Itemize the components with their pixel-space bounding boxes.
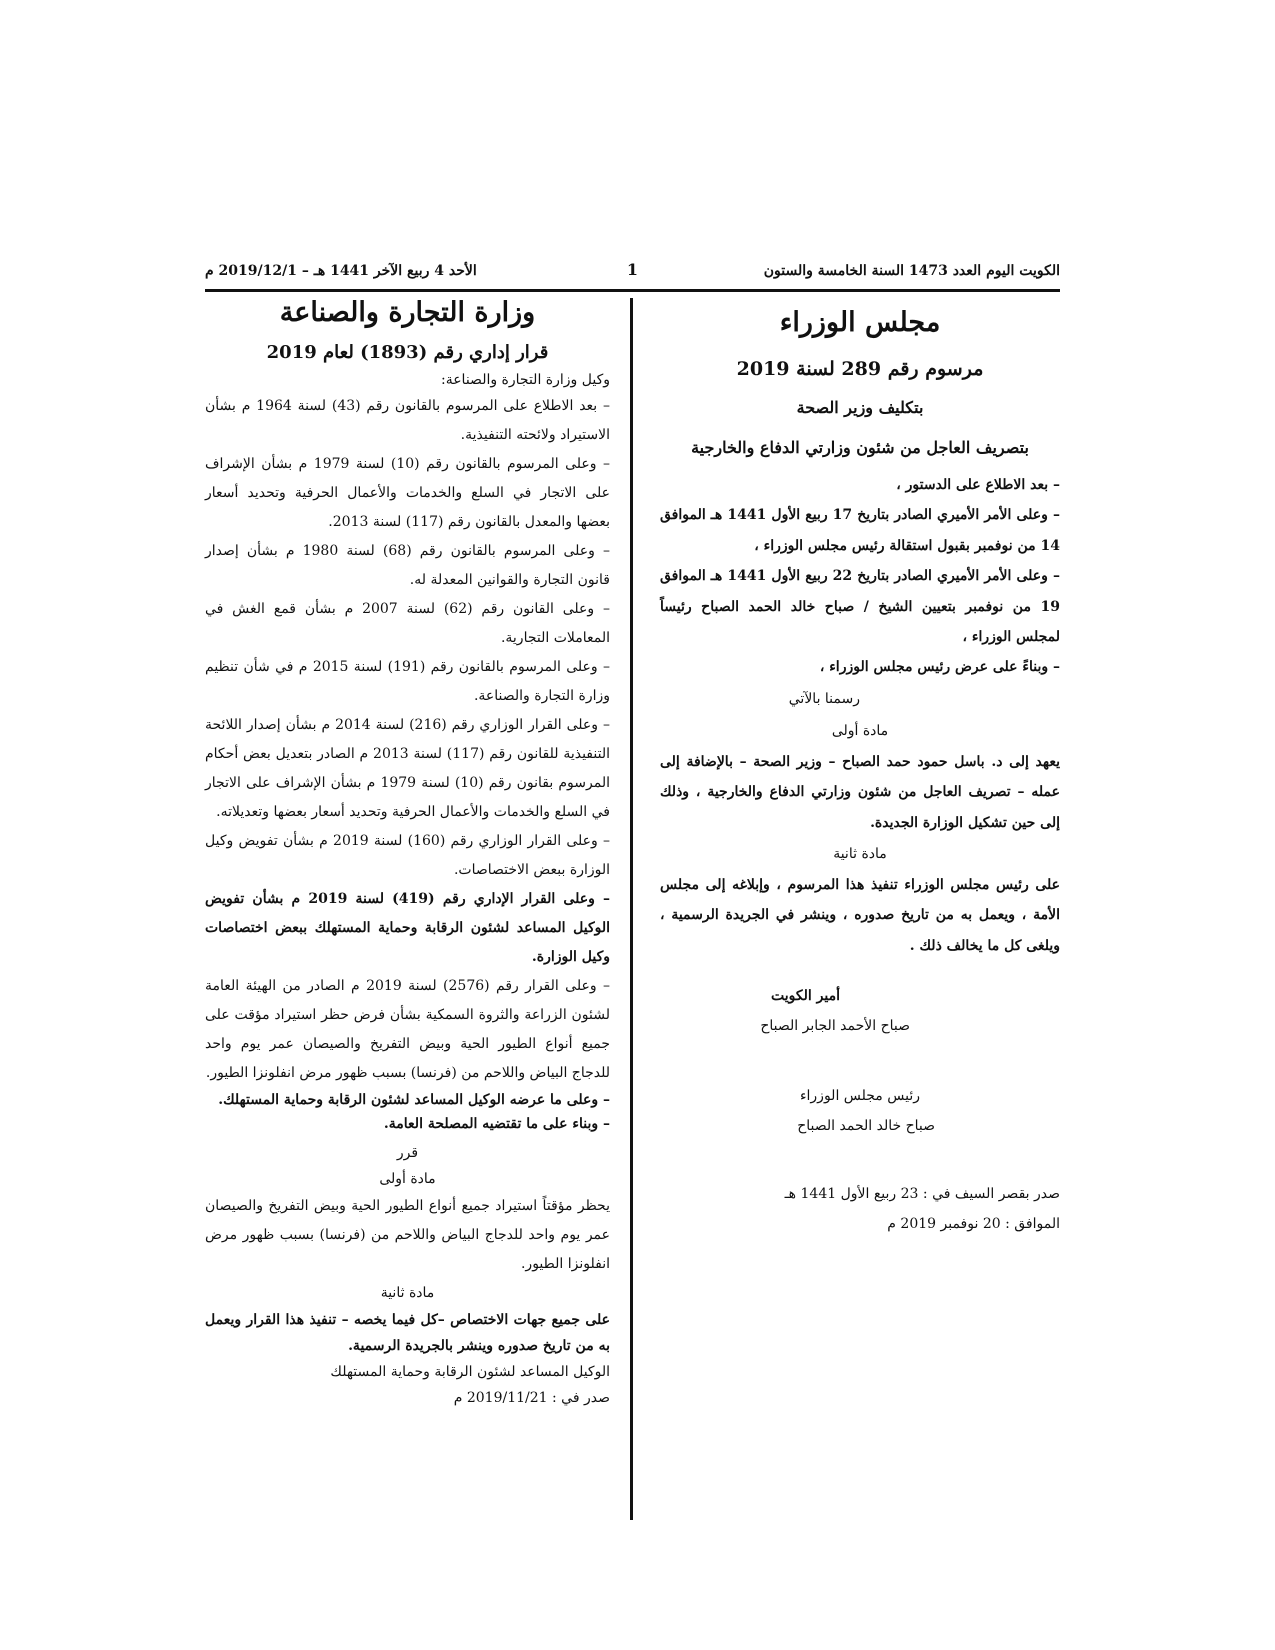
left-article-2-heading: مادة ثانية (380, 1285, 435, 1301)
preamble-item-6: – وعلى القرار الوزاري رقم (216) لسنة 2014 م بشأن إصدار اللائحة التنفيذية للقانون رقم (117) لسنة 2013 م الصادر بتعديل بعض أحكام المرسوم بقانون رقم (10) لسنة 1979 م بشأن الإشراف على الاتجار في السلع والخدمات والأعمال الحرفية وتحديد أسعار بعضها وتعديلاته. (205, 717, 610, 820)
preamble-item-8: – وعلى القرار الإداري رقم (419) لسنة 2019 م بشأن تفويض الوكيل المساعد لشئون الرقابة وحماية المستهلك ببعض اختصاصات وكيل الوزارة. (205, 891, 611, 965)
header-page-number: 1 (626, 260, 639, 279)
preamble-order-1: – وعلى الأمر الأميري الصادر بتاريخ 17 ربيع الأول 1441 هـ الموافق 14 من نوفمبر بقبول استقالة رئيس مجلس الوزراء ، (660, 507, 1060, 554)
left-article-1-text: يحظر مؤقتاً استيراد جميع أنواع الطيور الحية وبيض التفريخ والصيصان عمر يوم واحد للدجاج البياض واللاحم من (فرنسا) بسبب ظهور مرض انفلونزا الطيور. (205, 1198, 610, 1272)
left-article-2-text: على جميع جهات الاختصاص –كل فيما يخصه – تنفيذ هذا القرار ويعمل به من تاريخ صدوره وينشر بالجريدة الرسمية. (205, 1312, 610, 1354)
column-divider (630, 298, 633, 1520)
preamble-item-7: – وعلى القرار الوزاري رقم (160) لسنة 2019 م بشأن تفويض وكيل الوزارة ببعض الاختصاصات. (205, 833, 610, 878)
header-date: الأحد 4 ربيع الآخر 1441 هـ – 2019/12/1 م (205, 263, 477, 279)
preamble-item-9: – وعلى القرار رقم (2576) لسنة 2019 م الصادر من الهيئة العامة لشئون الزراعة والثروة السمكية بشأن فرض حظر استيراد مؤقت على جميع أنواع الطيور الحية وبيض التفريخ والصيصان عمر يوم واحد للدجاج البياض واللاحم من (فرنسا) بسبب ظهور مرض انفلونزا الطيور. (205, 978, 610, 1081)
page-header (205, 258, 1060, 288)
decree-subject-2: بتصريف العاجل من شئون وزارتي الدفاع والخارجية (691, 438, 1029, 457)
preamble-item-10: – وعلى ما عرضه الوكيل المساعد لشئون الرقابة وحماية المستهلك. (218, 1092, 610, 1108)
council-of-ministers-column (660, 298, 1060, 1239)
article-1-heading: مادة أولى (831, 722, 889, 739)
article-2-text: على رئيس مجلس الوزراء تنفيذ هذا المرسوم ، وإبلاغه إلى مجلس الأمة ، ويعمل به من تاريخ صدوره ، وينشر في الجريدة الرسمية ، ويلغى كل ما يخالف ذلك . (660, 877, 1060, 954)
signer-title: الوكيل المساعد لشئون الرقابة وحماية المستهلك (330, 1364, 610, 1380)
preamble-item-2: – وعلى المرسوم بالقانون رقم (10) لسنة 1979 م بشأن الإشراف على الاتجار في السلع والخدمات والأعمال الحرفية وتحديد أسعار بعضها والمعدل بالقانون رقم (117) لسنة 2013. (205, 456, 610, 530)
preamble-item-3: – وعلى المرسوم بالقانون رقم (68) لسنة 1980 م بشأن إصدار قانون التجارة والقوانين المعدلة له. (205, 543, 610, 588)
decree-subject-1: بتكليف وزير الصحة (796, 398, 924, 417)
ministry-title: وزارة التجارة والصناعة (279, 297, 536, 328)
preamble-item-5: – وعلى المرسوم بالقانون رقم (191) لسنة 2015 م في شأن تنظيم وزارة التجارة والصناعة. (205, 659, 610, 704)
emir-title: أمير الكويت (771, 988, 840, 1005)
gazette-page (205, 258, 1060, 1538)
preamble-order-2: – وعلى الأمر الأميري الصادر بتاريخ 22 ربيع الأول 1441 هـ الموافق 19 من نوفمبر بتعيين الشيخ / صباح خالد الحمد الصباح رئيساً لمجلس الوزراء ، (660, 568, 1060, 646)
pm-name: صباح خالد الحمد الصباح (797, 1118, 935, 1135)
left-issued-date: صدر في : 2019/11/21 م (453, 1390, 610, 1406)
article-2-heading: مادة ثانية (833, 846, 887, 863)
preamble-item-1: – بعد الاطلاع على المرسوم بالقانون رقم (43) لسنة 1964 م بشأن الاستيراد ولائحته التنفيذية. (205, 398, 610, 443)
left-article-1-heading: مادة أولى (379, 1171, 436, 1187)
preamble-item-11: – وبناء على ما تقتضيه المصلحة العامة. (383, 1116, 610, 1132)
decreed-heading: رسمنا بالآتي (788, 690, 860, 707)
issued-gregorian-date: الموافق : 20 نوفمبر 2019 م (887, 1216, 1060, 1233)
decision-intro: وكيل وزارة التجارة والصناعة: (440, 372, 610, 388)
preamble-presentation: – وبناءً على عرض رئيس مجلس الوزراء ، (819, 659, 1060, 676)
preamble-item-4: – وعلى القانون رقم (62) لسنة 2007 م بشأن قمع الغش في المعاملات التجارية. (205, 601, 610, 646)
article-1-text: يعهد إلى د. باسل حمود حمد الصباح – وزير الصحة – بالإضافة إلى عمله – تصريف العاجل من شئون وزارتي الدفاع والخارجية ، وذلك إلى حين تشكيل الوزارة الجديدة. (660, 753, 1060, 831)
decision-number: قرار إداري رقم (1893) لعام 2019 (266, 342, 549, 363)
preamble-constitution: – بعد الاطلاع على الدستور ، (896, 477, 1060, 493)
ministry-of-commerce-column (205, 298, 610, 1411)
decree-number: مرسوم رقم 289 لسنة 2019 (736, 358, 984, 380)
decided-heading: قرر (396, 1145, 419, 1161)
pm-title: رئيس مجلس الوزراء (799, 1088, 920, 1105)
issued-place-date: صدر بقصر السيف في : 23 ربيع الأول 1441 هـ (784, 1186, 1060, 1203)
emir-name: صباح الأحمد الجابر الصباح (760, 1018, 910, 1035)
section-title: مجلس الوزراء (779, 307, 941, 338)
header-issue-info: الكويت اليوم العدد 1473 السنة الخامسة والستون (763, 263, 1060, 279)
